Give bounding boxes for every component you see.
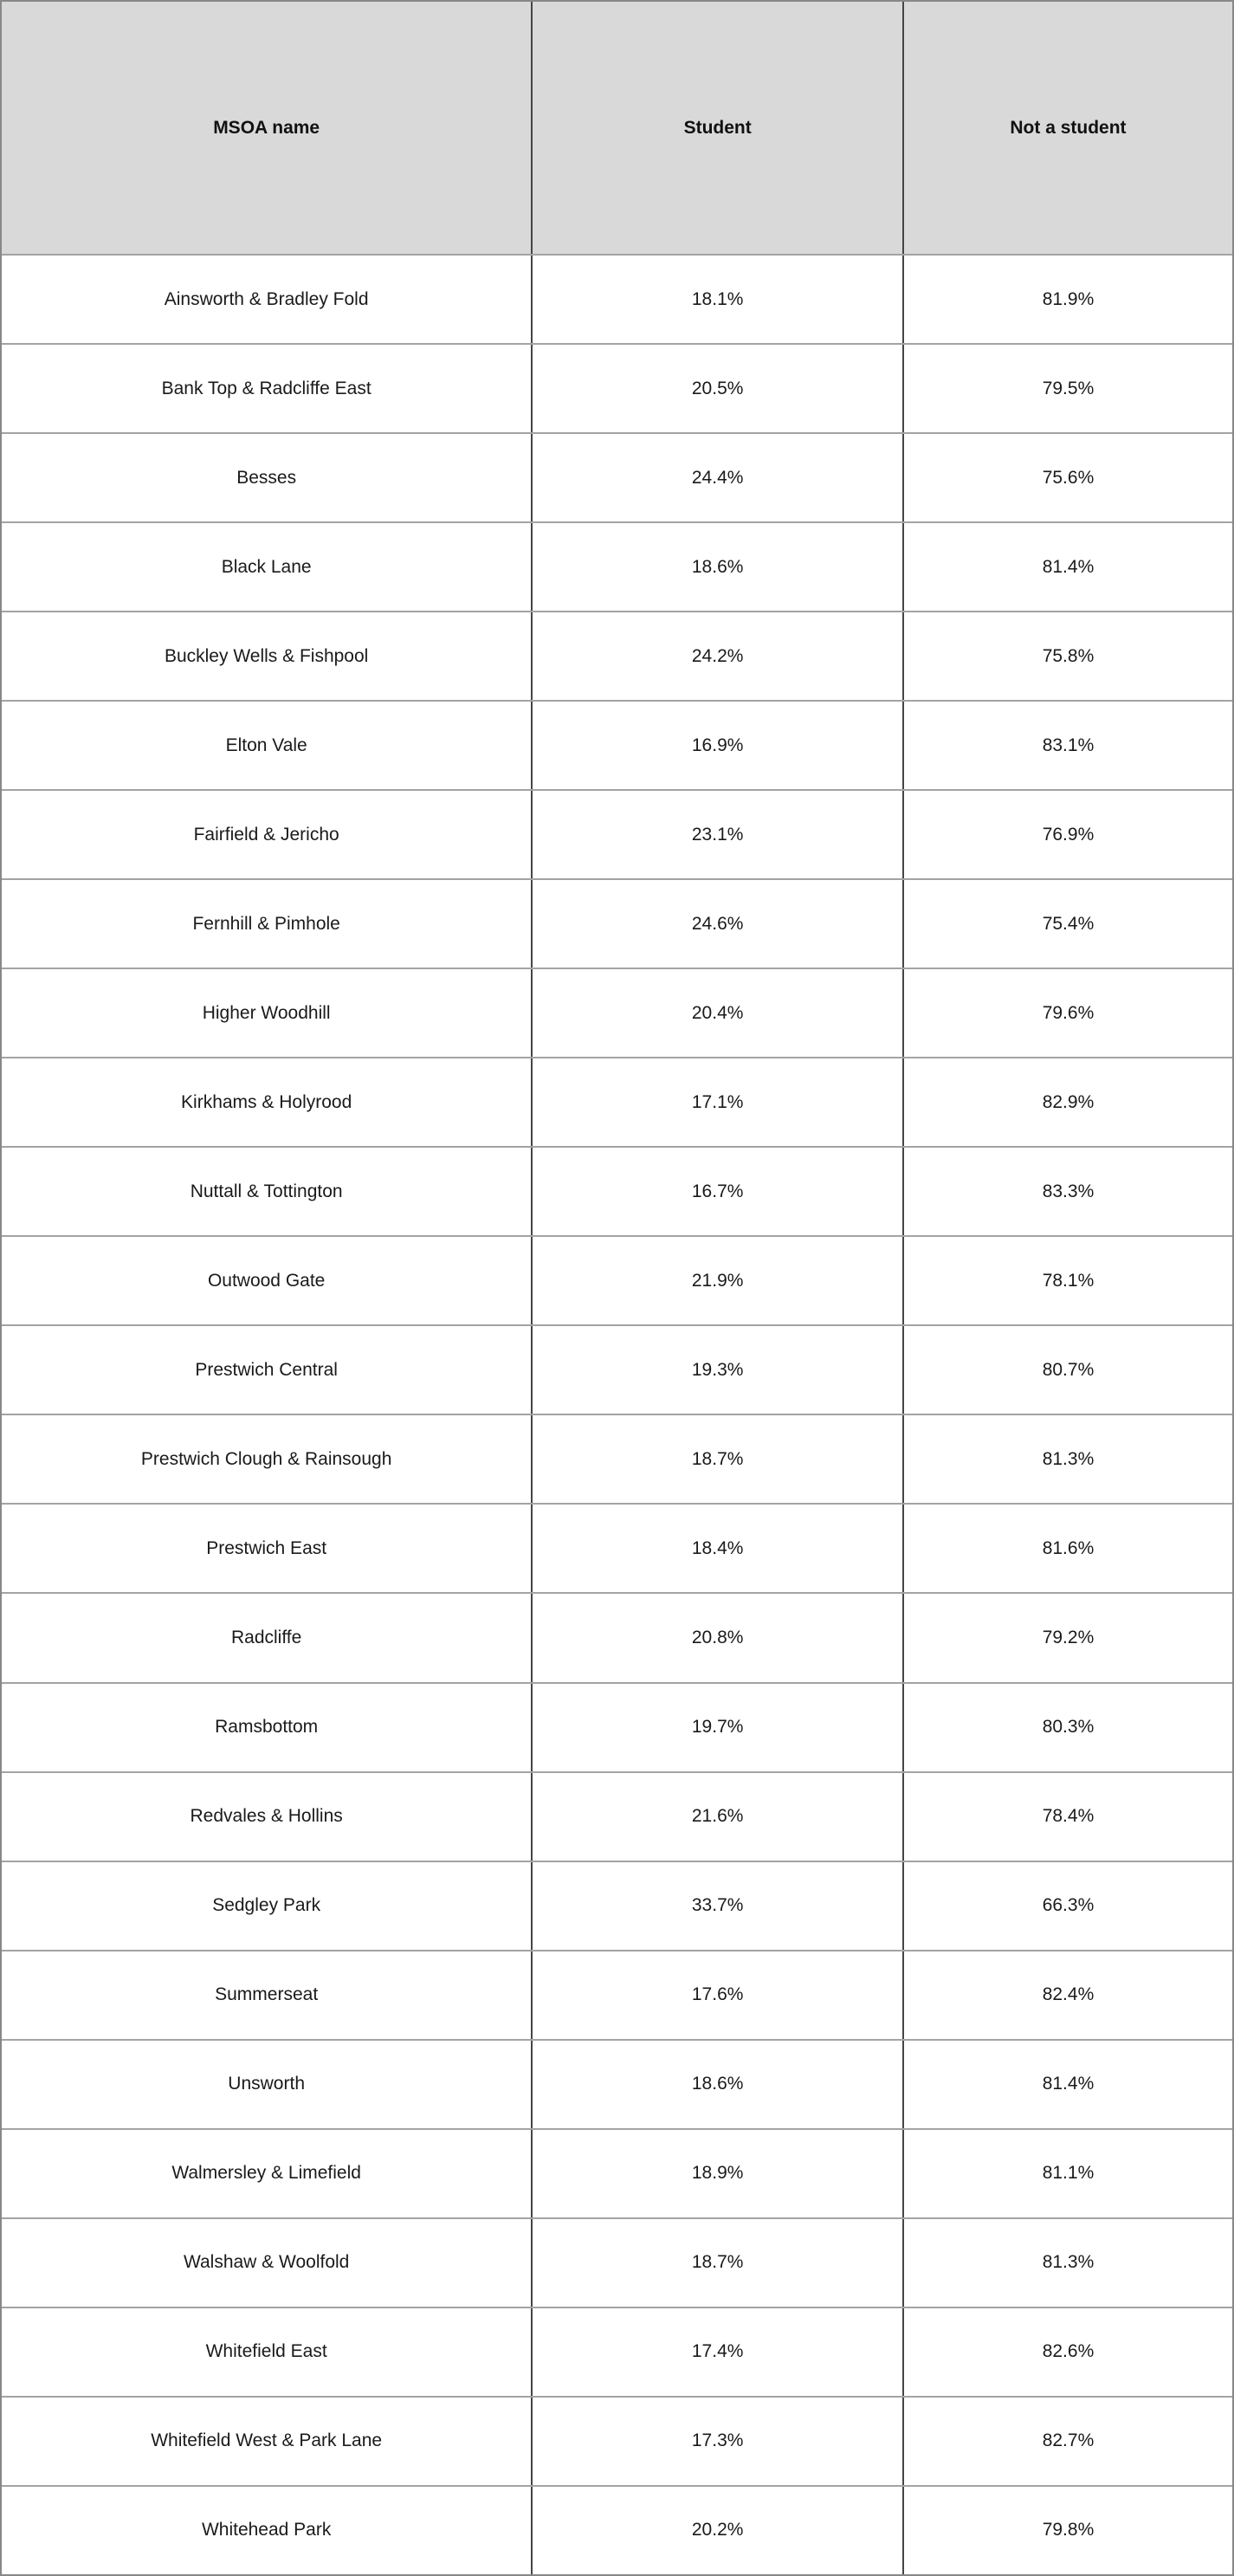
not-student-value-cell: 81.3%: [1042, 2252, 1095, 2273]
table-body: [2, 254, 1232, 2574]
msoa-name-cell: Fairfield & Jericho: [2, 791, 533, 878]
student-value-cell: 23.1%: [533, 791, 904, 878]
table-row: [2, 1324, 1232, 1414]
table-row: [2, 1592, 1232, 1681]
not-student-value-cell: 78.4%: [1042, 1806, 1095, 1827]
msoa-name-cell: Fernhill & Pimhole: [2, 880, 533, 968]
student-value-cell: 20.2%: [533, 2487, 904, 2574]
column-header-student: Student: [533, 2, 904, 254]
table-row: [2, 2485, 1232, 2574]
student-value-cell: 18.1%: [533, 256, 904, 343]
student-value-cell: 17.3%: [533, 2398, 904, 2485]
student-value-cell: 18.6%: [533, 523, 904, 611]
msoa-name-cell: Whitefield West & Park Lane: [2, 2398, 533, 2485]
not-student-value-cell: 79.2%: [1042, 1627, 1095, 1647]
msoa-name-cell: Ainsworth & Bradley Fold: [2, 256, 533, 343]
msoa-name-cell: Nuttall & Tottington: [2, 1148, 533, 1235]
table-row: [2, 1950, 1232, 2039]
student-value-cell: 19.7%: [533, 1684, 904, 1771]
table-row: [2, 1414, 1232, 1503]
not-student-value-cell: 79.6%: [1042, 1002, 1095, 1023]
not-student-value-cell: 81.4%: [1042, 2074, 1095, 2094]
student-value-cell: 24.2%: [533, 612, 904, 700]
msoa-name-cell: Redvales & Hollins: [2, 1773, 533, 1861]
student-value-cell: 16.7%: [533, 1148, 904, 1235]
column-header-not-a-student: Not a student: [1010, 117, 1127, 138]
table-row: [2, 878, 1232, 968]
not-student-value-cell: 81.6%: [1042, 1537, 1095, 1558]
student-value-cell: 17.6%: [533, 1951, 904, 2039]
table-row: [2, 1146, 1232, 1235]
msoa-name-cell: Radcliffe: [2, 1594, 533, 1681]
table-row: [2, 1771, 1232, 1861]
student-value-cell: 18.7%: [533, 1415, 904, 1503]
msoa-name-cell: Outwood Gate: [2, 1237, 533, 1324]
not-student-value-cell: 76.9%: [1042, 824, 1095, 845]
msoa-name-cell: Kirkhams & Holyrood: [2, 1058, 533, 1146]
table-row: [2, 1235, 1232, 1324]
student-value-cell: 18.6%: [533, 2041, 904, 2128]
not-student-value-cell: 81.3%: [1042, 1448, 1095, 1469]
msoa-name-cell: Elton Vale: [2, 702, 533, 789]
table-row: [2, 2128, 1232, 2217]
not-student-value-cell: 81.9%: [1042, 288, 1095, 309]
table-row: [2, 968, 1232, 1057]
not-student-value-cell: 82.6%: [1042, 2341, 1095, 2362]
msoa-name-cell: Buckley Wells & Fishpool: [2, 612, 533, 700]
not-student-value-cell: 82.9%: [1042, 1091, 1095, 1112]
msoa-name-cell: Besses: [2, 434, 533, 521]
student-value-cell: 33.7%: [533, 1862, 904, 1950]
not-student-value-cell: 83.1%: [1042, 735, 1095, 755]
not-student-value-cell: 80.3%: [1042, 1717, 1095, 1738]
msoa-name-cell: Whitefield East: [2, 2308, 533, 2396]
table-row: [2, 2217, 1232, 2307]
column-header-msoa-name: MSOA name: [2, 2, 533, 254]
student-value-cell: 21.6%: [533, 1773, 904, 1861]
msoa-name-cell: Whitehead Park: [2, 2487, 533, 2574]
not-student-value-cell: 75.4%: [1042, 913, 1095, 934]
student-value-cell: 20.8%: [533, 1594, 904, 1681]
msoa-name-cell: Prestwich East: [2, 1505, 533, 1592]
student-value-cell: 24.4%: [533, 434, 904, 521]
not-student-value-cell: 82.4%: [1042, 1984, 1095, 2005]
student-value-cell: 24.6%: [533, 880, 904, 968]
not-student-value-cell: 80.7%: [1042, 1359, 1095, 1380]
student-value-cell: 17.4%: [533, 2308, 904, 2396]
student-value-cell: 18.7%: [533, 2219, 904, 2307]
not-student-value-cell: 78.1%: [1042, 1270, 1095, 1291]
table-header-row: [2, 2, 1232, 254]
student-value-cell: 16.9%: [533, 702, 904, 789]
msoa-name-cell: Ramsbottom: [2, 1684, 533, 1771]
msoa-name-cell: Unsworth: [2, 2041, 533, 2128]
msoa-name-cell: Summerseat: [2, 1951, 533, 2039]
table-row: [2, 1682, 1232, 1771]
table-row: [2, 1057, 1232, 1146]
table-row: [2, 1861, 1232, 1950]
msoa-name-cell: Walshaw & Woolfold: [2, 2219, 533, 2307]
student-value-cell: 18.9%: [533, 2130, 904, 2217]
msoa-name-cell: Prestwich Clough & Rainsough: [2, 1415, 533, 1503]
table-row: [2, 1503, 1232, 1592]
table-row: [2, 611, 1232, 700]
not-student-value-cell: 75.8%: [1042, 645, 1095, 666]
student-value-cell: 20.4%: [533, 969, 904, 1057]
msoa-name-cell: Black Lane: [2, 523, 533, 611]
table-row: [2, 2039, 1232, 2128]
table-row: [2, 789, 1232, 878]
table-row: [2, 2307, 1232, 2396]
not-student-value-cell: 79.8%: [1042, 2520, 1095, 2540]
msoa-name-cell: Higher Woodhill: [2, 969, 533, 1057]
not-student-value-cell: 83.3%: [1042, 1181, 1095, 1201]
msoa-name-cell: Walmersley & Limefield: [2, 2130, 533, 2217]
table-row: [2, 700, 1232, 789]
not-student-value-cell: 81.4%: [1042, 556, 1095, 577]
not-student-value-cell: 79.5%: [1042, 378, 1095, 398]
not-student-value-cell: 66.3%: [1042, 1895, 1095, 1916]
table-row: [2, 254, 1232, 343]
student-value-cell: 19.3%: [533, 1326, 904, 1414]
not-student-value-cell: 82.7%: [1042, 2430, 1095, 2451]
msoa-name-cell: Sedgley Park: [2, 1862, 533, 1950]
student-value-cell: 20.5%: [533, 345, 904, 432]
table-row: [2, 2396, 1232, 2485]
table-row: [2, 432, 1232, 521]
table-row: [2, 521, 1232, 611]
not-student-value-cell: 75.6%: [1042, 467, 1095, 488]
msoa-name-cell: Prestwich Central: [2, 1326, 533, 1414]
student-value-cell: 18.4%: [533, 1505, 904, 1592]
msoa-name-cell: Bank Top & Radcliffe East: [2, 345, 533, 432]
student-value-cell: 21.9%: [533, 1237, 904, 1324]
not-student-value-cell: 81.1%: [1042, 2163, 1095, 2184]
student-value-cell: 17.1%: [533, 1058, 904, 1146]
table-row: [2, 343, 1232, 432]
